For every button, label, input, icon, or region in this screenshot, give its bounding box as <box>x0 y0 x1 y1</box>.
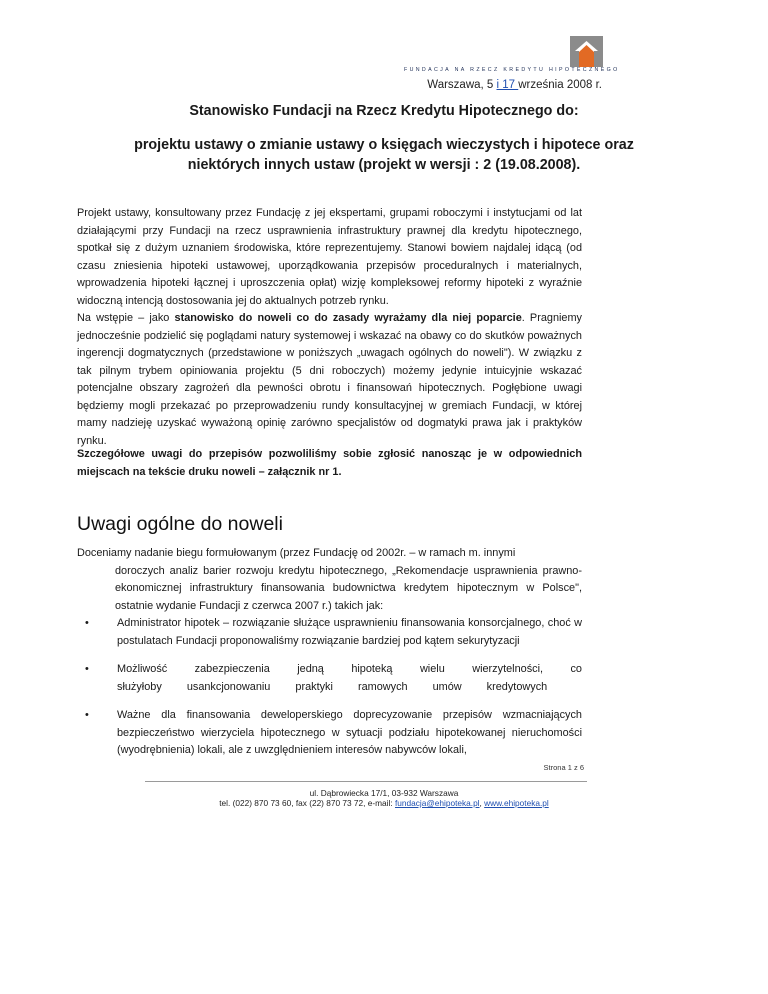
document-subtitle <box>0 135 768 175</box>
intro-paragraph <box>77 545 582 615</box>
paragraph-2-rest: . Pragniemy jednocześnie podzielić się poglądami natury systemowej i wskazać na obawy co do skutków poważnych ingerencji dogmatycznych (przedstawione w poniższych „uwagach ogólnych do noweli"). W związku z tak pilnym trybem opiniowania projektu (5 dni roboczych) możemy jedynie intuicyjnie wskazać potencjalne obszary zagrożeń dla pewności obrotu i finansowań hipotecznych. Pogłębione uwagi będziemy mogli przekazać po przeprowadzeniu rundy konsultacyjnej w gremiach Fundacji, w której mamy nadzieję uzyskać wyważoną opinię zarówno specjalistów od dogmatyki prawa jak i praktyków rynku. <box>77 312 582 447</box>
footer-phone-fax: tel. (022) 870 73 60, fax (22) 870 73 72, e-mail: <box>219 798 395 808</box>
date-link[interactable]: i 17 <box>496 79 519 91</box>
foundation-name-logo: FUNDACJA NA RZECZ KREDYTU HIPOTECZNEGO <box>404 67 620 73</box>
intro-continuation: doroczych analiz barier rozwoju kredytu hipotecznego, „Rekomendacje usprawnienia prawno-ekonomicznej infrastruktury finansowania budownictwa kredytem hipotecznym w Polsce", ostatnie wydanie Fundacji z czerwca 2007 r.) takich jak: <box>115 564 582 612</box>
page-number: Strona 1 z 6 <box>543 763 584 772</box>
list-item <box>77 661 582 696</box>
paragraph-1: Projekt ustawy, konsultowany przez Fundację z jej ekspertami, grupami roboczymi i instytucjami od lat działającymi przy Fundacji na rzecz usprawnienia infrastruktury prawnej dla kredytu hipotecznego, spotkał się z dużym uznaniem środowiska, które reprezentujemy. Stanowi bowiem najdalej idącą (od czasu zniesienia hipoteki ustawowej, uporządkowania przepisów proceduralnych i materialnych, wprowadzenia hipoteki łącznej i uproszczenia opłat) wizję kompleksowej reformy hipoteki z wyraźnie widoczną intencją dostosowania jej do aktualnych potrzeb rynku. <box>77 207 582 307</box>
list-item-text: Ważne dla finansowania deweloperskiego doprecyzowanie przepisów wzmacniających bezpieczeństwo wierzyciela hipotecznego w sytuacji podziału hipotekowanej nieruchomości (wyodrębnienia) lokali, ale z uwzględnieniem interesów nabywców lokali, <box>117 709 582 756</box>
footer-divider <box>145 781 587 782</box>
bullet-icon: • <box>85 663 89 675</box>
foundation-logo-icon <box>570 36 603 67</box>
footer-address: ul. Dąbrowiecka 17/1, 03-932 Warszawa <box>309 788 459 798</box>
list-item <box>77 615 582 650</box>
list-item-text: Możliwość zabezpieczenia jedną hipoteką wielu wierzytelności, co służyłoby usankcjonowaniu praktyki ramowych umów kredytowych <box>117 663 582 693</box>
date-text-end: września 2008 r. <box>518 79 602 91</box>
subtitle-line-2: niektórych innych ustaw (projekt w wersji : 2 (19.08.2008). <box>187 157 581 173</box>
email-link[interactable]: fundacja@ehipoteka.pl <box>394 798 480 808</box>
document-title: Stanowisko Fundacji na Rzecz Kredytu Hipotecznego do: <box>189 103 579 119</box>
website-link[interactable]: www.ehipoteka.pl <box>484 798 549 808</box>
footer <box>0 788 768 808</box>
subtitle-line-1: projektu ustawy o zmianie ustawy o księgach wieczystych i hipotece oraz <box>134 137 634 153</box>
paragraph-3: Szczegółowe uwagi do przepisów pozwoliliśmy sobie zgłosić nanosząc je w odpowiednich miejscach na tekście druku noweli – załącznik nr 1. <box>77 448 582 478</box>
bullet-icon: • <box>85 709 89 721</box>
footer-contact <box>0 798 768 808</box>
paragraph-2-bold: stanowisko do noweli co do zasady wyrażamy dla niej poparcie <box>174 312 522 324</box>
bullet-icon: • <box>85 617 89 629</box>
list-item <box>77 707 582 760</box>
footer-separator: , <box>479 798 485 808</box>
section-heading: Uwagi ogólne do noweli <box>77 513 283 535</box>
paragraph-2 <box>77 310 582 450</box>
list-item-text: Administrator hipotek – rozwiązanie służące usprawnieniu finansowania konsorcjalnego, choć w postulatach Fundacji proponowaliśmy rozwiązanie bardziej pod kątem sekurytyzacji <box>117 617 582 647</box>
date-text-start: Warszawa, 5 <box>427 79 497 91</box>
paragraph-2-start: Na wstępie – jako <box>77 312 175 324</box>
intro-first-line: Doceniamy nadanie biegu formułowanym (przez Fundację od 2002r. – w ramach m. innymi <box>77 547 516 559</box>
achievements-list <box>77 615 582 771</box>
document-date <box>427 79 602 91</box>
